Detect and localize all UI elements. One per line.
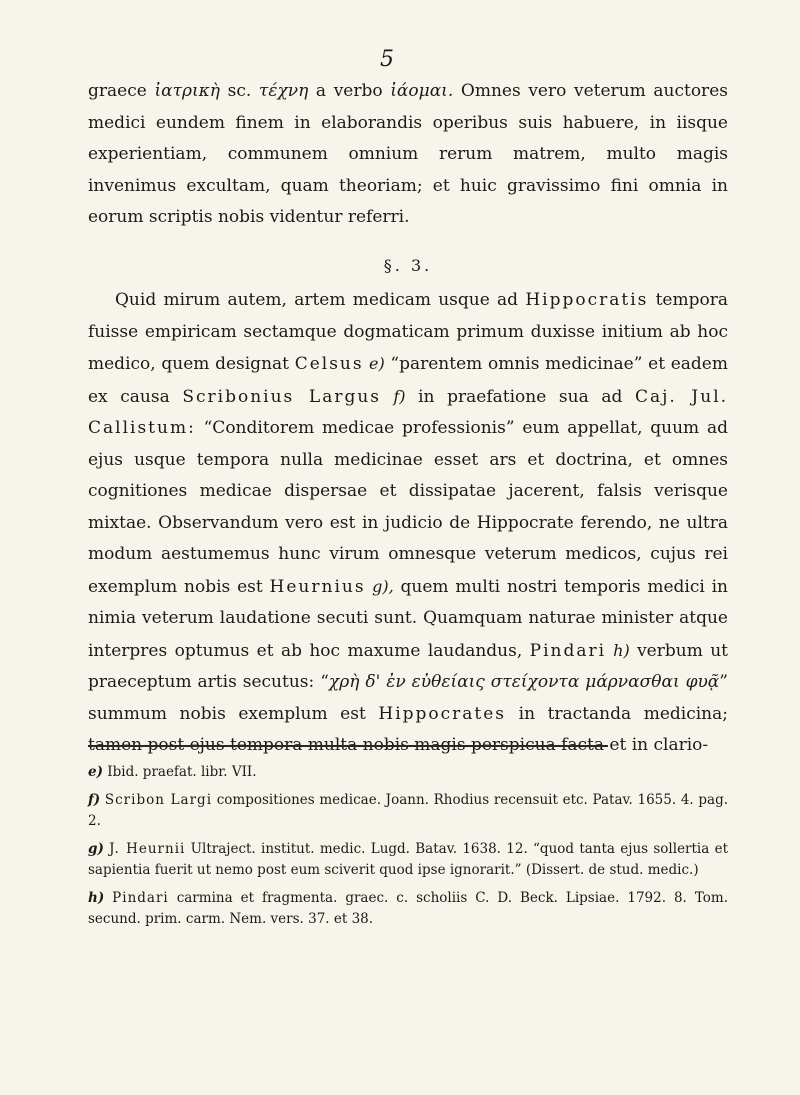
text-run: a verbo: [308, 81, 391, 101]
text-run: quem multi nostri temporis medici in nimia veterum laudatione secuti sunt. Quamquam naturae minister atque interpres optumus et ab hoc maxume laudandus,: [88, 576, 728, 661]
footnote-author: Pindari: [112, 889, 169, 906]
spaced-name: Pindari: [529, 640, 607, 661]
text-run: tempora fuisse empiricam sectamque dogmaticam primum duxisse initium ab hoc medico, quem designat: [88, 290, 728, 374]
spaced-name: Scribonius Largus: [182, 386, 382, 407]
footnote-h: [88, 888, 728, 931]
section-heading: §. 3.: [383, 255, 433, 275]
spaced-name: Celsus: [294, 354, 364, 374]
footnote-text: compositiones medicae. Joann. Rhodius recensuit etc. Patav. 1655. 4. pag. 2.: [88, 791, 728, 829]
spaced-name: Caj. Jul. Callistum:: [88, 386, 729, 438]
spaced-name: Hippocratis: [525, 290, 649, 310]
greek-word: τέχνη: [258, 81, 309, 101]
footnote-author: Scribon Largi: [104, 791, 213, 808]
footnote-text: carmina et fragmenta. graec. c. scholiis C. D. Beck. Lipsiae. 1792. 8. Tom. secund. prim. carm. Nem. vers. 37. et 38.: [88, 889, 728, 927]
footnote-text: Ibid. praefat. libr. VII.: [107, 764, 257, 780]
spaced-name: Hippocrates: [378, 703, 507, 724]
footnote-divider: [88, 745, 608, 747]
footnote-f: [88, 790, 728, 833]
footnote-e: [88, 762, 728, 784]
paragraph-2: [88, 285, 728, 762]
text-run: “Conditorem medicae professionis” eum appellat, quum ad ejus usque tempora nulla medicinae esset ars et doctrina, et omnes cognitiones medicae dispersae et dissipatae jacerent, falsis verisque mixtae. Observandum vero est in judicio de Hippocrate ferendo, ne ultra modum aestumemus hunc virum omnesque veterum medicos, cujus rei exemplum nobis est: [88, 418, 728, 597]
text-run: in tractanda medicina; tamen post ejus tempora multa nobis magis perspicua facta et in clario-: [88, 703, 728, 755]
text-run: Quid mirum autem, artem medicam usque ad: [115, 290, 526, 310]
footnote-mark: h): [88, 889, 105, 906]
greek-word: ἰάομαι.: [390, 81, 454, 101]
footnote-g: [88, 839, 728, 882]
text-run: ” summum nobis exemplum est: [88, 672, 728, 724]
text-run: sc.: [219, 81, 259, 101]
text-run: graece: [88, 81, 155, 101]
footnote-mark: f): [88, 791, 101, 808]
footnote-text: Ultraject. institut. medic. Lugd. Batav. 1638. 12. “quod tanta ejus sollertia et sapientia fuerit ut nemo post eum sciverit quod ipse ignorarit.” (Dissert. de stud. medic.): [88, 840, 729, 878]
text-run: “parentem omnis medicinae” et eadem ex causa: [88, 354, 728, 407]
footnote-ref: f): [381, 386, 406, 406]
footnote-author: J. Heurnii: [109, 840, 186, 857]
spaced-name: Heurnius: [269, 576, 366, 597]
footnotes: [88, 762, 728, 937]
main-text: [88, 76, 728, 762]
footnote-ref: h): [606, 640, 630, 660]
footnote-mark: e): [88, 764, 103, 780]
text-run: verbum ut praeceptum artis secutus: “: [88, 640, 728, 692]
text-run: Omnes vero veterum auctores medici eundem finem in elaborandis operibus suis habuere, in iisque experientiam, communem omnium rerum matrem, multo magis invenimus excultam, quam theoriam; et huic gravissimo fini omnia in eorum scriptis nobis videntur referri.: [88, 81, 728, 227]
text-run: in praefatione sua ad: [405, 386, 635, 407]
page-number: 5: [380, 47, 394, 72]
footnote-ref: e): [363, 354, 385, 373]
paragraph-1: [88, 76, 728, 234]
greek-word: ἰατρικὴ: [154, 81, 220, 101]
greek-quote: χρὴ δ' ἐν εὐθείαις στείχοντα μάρνασθαι φυᾷ: [328, 672, 720, 692]
footnote-ref: g),: [365, 576, 394, 596]
footnote-mark: g): [88, 840, 104, 857]
